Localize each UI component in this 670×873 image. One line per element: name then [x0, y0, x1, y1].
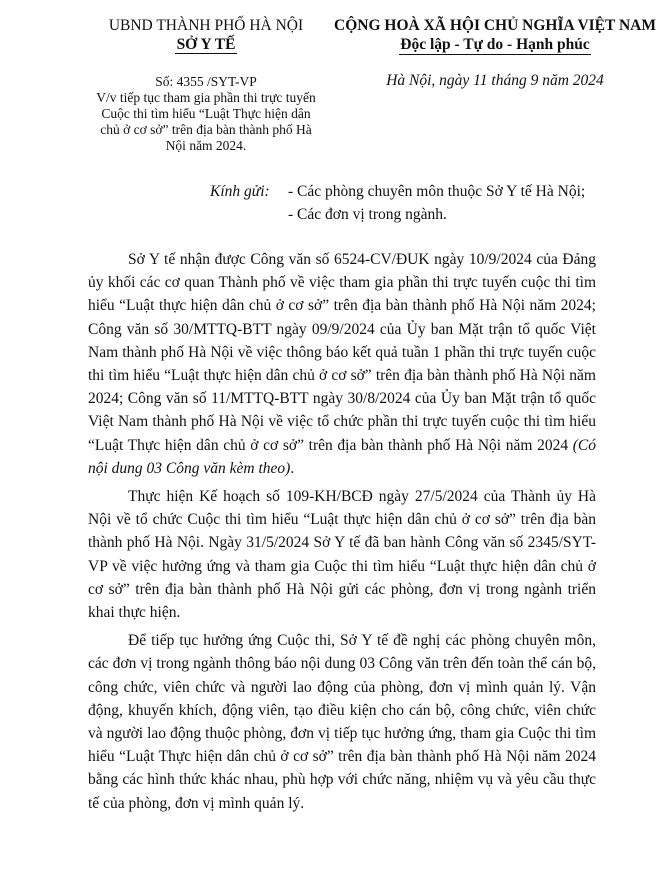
paragraph-1-text: Sở Y tế nhận được Công văn số 6524-CV/ĐUK ngày 10/9/2024 của Đảng ủy khối các cơ quan Thành phố về việc tham gia phần thi trực tuyến cuộc thi tìm hiểu “Luật thực hiện dân chủ ở cơ sở” trên địa bàn thành phố Hà Nội năm 2024; Công văn số 30/MTTQ-BTT ngày 09/9/2024 của Ủy ban Mặt trận tổ quốc Việt Nam thành phố Hà Nội về việc thông báo kết quả tuần 1 phần thi trực tuyến cuộc thi tìm hiểu “Luật thực hiện dân chủ ở cơ sở” trên địa bàn thành phố Hà Nội năm 2024; Công văn số 11/MTTQ-BTT ngày 30/8/2024 của Ủy ban Mặt trận tổ quốc Việt Nam thành phố Hà Nội về việc tổ chức phần thi trực tuyến cuộc thi tìm hiểu “Luật Thực hiện dân chủ ở cơ sở” trên địa bàn thành phố Hà Nội năm 2024 — [88, 251, 596, 454]
document-subject: V/v tiếp tục tham gia phần thi trực tuyến Cuộc thi tìm hiểu “Luật Thực hiện dân chủ ở cơ sở” trên địa bàn thành phố Hà Nội năm 2024. — [96, 90, 316, 153]
document-body — [88, 248, 596, 820]
national-title-block — [330, 16, 660, 55]
issuing-department: SỞ Y TẾ — [176, 36, 236, 53]
place-and-date: Hà Nội, ngày 11 tháng 9 năm 2024 — [386, 72, 604, 89]
body-paragraph-2: Thực hiện Kế hoạch số 109-KH/BCĐ ngày 27/5/2024 của Thành ủy Hà Nội về tổ chức Cuộc thi tìm hiểu “Luật thực hiện dân chủ ở cơ sở” trên địa bàn thành phố Hà Nội. Ngày 31/5/2024 Sở Y tế đã ban hành Công văn số 2345/SYT-VP về việc hưởng ứng và tham gia Cuộc thi tìm hiểu “Luật thực hiện dân chủ ở cơ sở” trên địa bàn thành phố Hà Nội gửi các phòng, đơn vị trong ngành triển khai thực hiện. — [88, 488, 596, 622]
document-number: Số: 4355 /SYT-VP — [155, 74, 257, 89]
recipients-label: Kính gửi: — [210, 183, 270, 200]
paragraph-1-end: . — [290, 459, 295, 477]
document-number-block — [88, 74, 324, 154]
body-paragraph-3: Để tiếp tục hưởng ứng Cuộc thi, Sở Y tế đề nghị các phòng chuyên môn, các đơn vị trong ngành thông báo nội dung 03 Công văn trên đến toàn thể cán bộ, công chức, viên chức và người lao động của phòng, đơn vị mình quản lý. Vận động, khuyến khích, động viên, tạo điều kiện cho cán bộ, công chức, viên chức và người lao động thuộc phòng, đơn vị tiếp tục hưởng ứng, tham gia Cuộc thi tìm hiểu “Luật Thực hiện dân chủ ở cơ sở” trên địa bàn thành phố Hà Nội năm 2024 bằng các hình thức khác nhau, phù hợp với chức năng, nhiệm vụ và yêu cầu thực tế của phòng, đơn vị mình quản lý. — [88, 632, 596, 812]
recipient-item: - Các phòng chuyên môn thuộc Sở Y tế Hà Nội; — [288, 183, 586, 200]
issuing-agency-block — [88, 16, 324, 54]
recipient-item: - Các đơn vị trong ngành. — [288, 206, 447, 223]
recipients-list — [288, 180, 585, 226]
nation-name: CỘNG HOÀ XÃ HỘI CHỦ NGHĨA VIỆT NAM — [334, 17, 656, 34]
body-paragraph-1 — [88, 248, 596, 480]
national-motto: Độc lập - Tự do - Hạnh phúc — [400, 36, 590, 53]
parent-organization: UBND THÀNH PHỐ HÀ NỘI — [108, 17, 304, 34]
attachment-note: (Có nội dung 03 Công văn kèm theo) — [88, 436, 596, 477]
